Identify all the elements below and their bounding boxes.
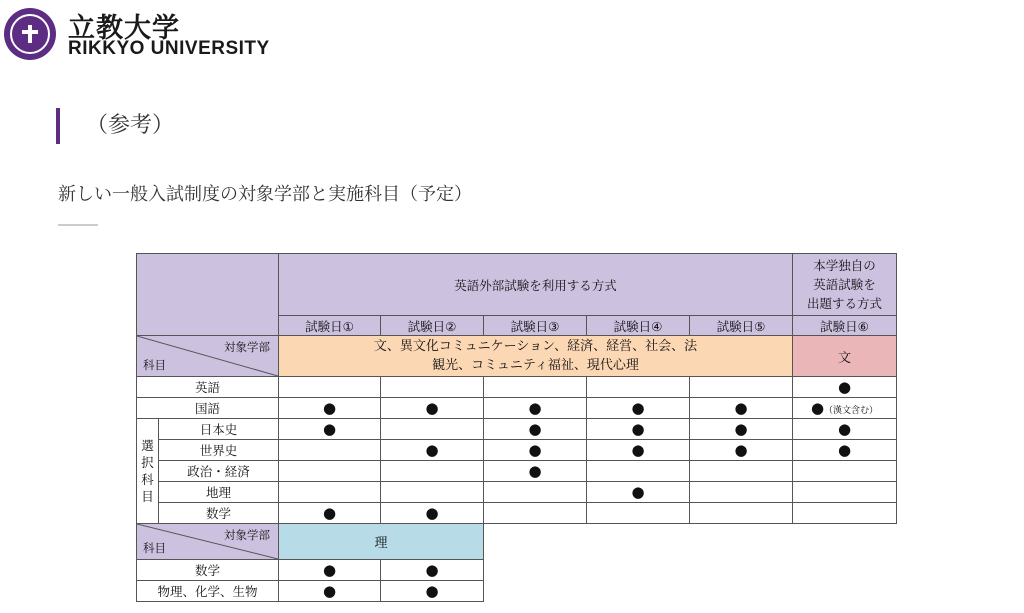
mark-cell bbox=[279, 482, 381, 503]
mark-dot: ● bbox=[734, 440, 748, 459]
mark-cell bbox=[279, 461, 381, 482]
subject-politics-economics: 政治・経済 bbox=[159, 461, 279, 482]
mark-cell bbox=[690, 482, 793, 503]
faculty-own: 文 bbox=[793, 336, 897, 377]
subject-english: 英語 bbox=[137, 377, 279, 398]
day-header-6: 試験日⑥ bbox=[793, 316, 897, 336]
table-row bbox=[137, 461, 897, 482]
mark-cell bbox=[793, 419, 897, 440]
mark-cell bbox=[381, 560, 484, 581]
mark-dot: ● bbox=[631, 398, 645, 417]
subject-japanese-history: 日本史 bbox=[159, 419, 279, 440]
science-target-faculty-label: 対象学部 bbox=[224, 528, 270, 542]
mark-cell bbox=[587, 461, 690, 482]
mark-cell bbox=[381, 503, 484, 524]
mark-cell bbox=[587, 377, 690, 398]
mark-cell bbox=[690, 398, 793, 419]
method-own-line-3: 出題する方式 bbox=[806, 296, 882, 311]
mark-dot: ● bbox=[425, 503, 439, 522]
elective-label bbox=[137, 419, 159, 524]
mark-cell bbox=[587, 440, 690, 461]
elective-char: 目 bbox=[141, 489, 154, 504]
mark-cell bbox=[484, 440, 587, 461]
science-diagonal-header bbox=[137, 524, 278, 559]
elective-char: 択 bbox=[141, 455, 154, 470]
mark-cell bbox=[381, 419, 484, 440]
mark-cell bbox=[279, 377, 381, 398]
science-diagonal-header-cell bbox=[137, 524, 279, 560]
mark-cell bbox=[381, 461, 484, 482]
diagonal-header bbox=[137, 336, 278, 376]
mark-dot: ● bbox=[528, 461, 542, 480]
mark-dot: ● bbox=[425, 440, 439, 459]
cross-emblem-icon bbox=[19, 23, 41, 45]
mark-cell bbox=[793, 398, 897, 419]
mark-cell bbox=[381, 377, 484, 398]
mark-cell bbox=[484, 461, 587, 482]
mark-cell bbox=[690, 377, 793, 398]
empty-space bbox=[484, 560, 897, 581]
table-row bbox=[137, 482, 897, 503]
method-own-line-2: 英語試験を bbox=[813, 277, 876, 292]
table-row bbox=[137, 440, 897, 461]
subject-world-history: 世界史 bbox=[159, 440, 279, 461]
day-header-5: 試験日⑤ bbox=[690, 316, 793, 336]
mark-cell bbox=[484, 419, 587, 440]
target-faculty-label: 対象学部 bbox=[224, 340, 270, 354]
university-seal-icon[interactable] bbox=[4, 8, 56, 60]
method-external-header: 英語外部試験を利用する方式 bbox=[279, 254, 793, 316]
mark-cell bbox=[484, 503, 587, 524]
mark-dot: ● bbox=[631, 419, 645, 438]
section-heading: （参考） bbox=[56, 108, 174, 144]
mark-cell bbox=[793, 503, 897, 524]
mark-cell bbox=[587, 482, 690, 503]
kanbun-note: （漢文含む） bbox=[824, 405, 879, 416]
faculty-science: 理 bbox=[279, 524, 484, 560]
corner-header bbox=[137, 254, 279, 336]
subject-japanese: 国語 bbox=[137, 398, 279, 419]
mark-cell bbox=[484, 398, 587, 419]
mark-dot: ● bbox=[322, 398, 337, 417]
mark-cell bbox=[381, 398, 484, 419]
mark-dot: ● bbox=[425, 398, 439, 417]
mark-dot: ● bbox=[425, 581, 439, 600]
day-header-4: 試験日④ bbox=[587, 316, 690, 336]
elective-char: 選 bbox=[141, 438, 154, 453]
method-own-line-1: 本学独自の bbox=[813, 258, 876, 273]
subject-math: 数学 bbox=[159, 503, 279, 524]
logo-japanese[interactable]: 立教大学 bbox=[68, 13, 180, 44]
science-subject-sciences: 物理、化学、生物 bbox=[137, 581, 279, 602]
mark-cell bbox=[793, 440, 897, 461]
mark-cell bbox=[690, 503, 793, 524]
mark-dot: ● bbox=[322, 581, 337, 600]
mark-dot: ● bbox=[631, 440, 645, 459]
empty-space bbox=[484, 524, 897, 560]
mark-cell bbox=[279, 560, 381, 581]
mark-cell bbox=[690, 440, 793, 461]
logo-english[interactable]: RIKKYO UNIVERSITY bbox=[68, 38, 270, 59]
mark-dot: ● bbox=[837, 419, 852, 438]
exam-schedule-table bbox=[136, 253, 897, 602]
mark-cell bbox=[279, 419, 381, 440]
table-row bbox=[137, 503, 897, 524]
science-subject-label: 科目 bbox=[143, 541, 166, 555]
mark-cell bbox=[793, 482, 897, 503]
mark-cell bbox=[484, 482, 587, 503]
mark-dot: ● bbox=[810, 398, 825, 417]
faculties-main-line-1: 文、異文化コミュニケーション、経済、経営、社会、法 bbox=[373, 339, 698, 354]
mark-dot: ● bbox=[528, 440, 542, 459]
table-row bbox=[137, 377, 897, 398]
diagonal-header-cell bbox=[137, 336, 279, 377]
elective-char: 科 bbox=[141, 472, 154, 487]
mark-cell bbox=[279, 440, 381, 461]
page-subtitle: 新しい一般入試制度の対象学部と実施科目（予定） bbox=[58, 184, 472, 205]
mark-dot: ● bbox=[631, 482, 645, 501]
mark-cell bbox=[587, 503, 690, 524]
mark-dot: ● bbox=[322, 419, 337, 438]
mark-dot: ● bbox=[528, 398, 542, 417]
mark-cell bbox=[381, 581, 484, 602]
subject-label: 科目 bbox=[143, 358, 166, 372]
mark-cell bbox=[690, 461, 793, 482]
subject-geography: 地理 bbox=[159, 482, 279, 503]
mark-dot: ● bbox=[425, 560, 439, 579]
table-row bbox=[137, 419, 897, 440]
faculties-main bbox=[279, 336, 793, 377]
mark-cell bbox=[793, 377, 897, 398]
table-row bbox=[137, 581, 897, 602]
mark-cell bbox=[793, 461, 897, 482]
mark-cell bbox=[279, 503, 381, 524]
table-row bbox=[137, 560, 897, 581]
mark-dot: ● bbox=[734, 398, 748, 417]
divider bbox=[58, 224, 98, 226]
mark-cell bbox=[381, 482, 484, 503]
mark-dot: ● bbox=[837, 440, 852, 459]
mark-cell bbox=[279, 581, 381, 602]
mark-dot: ● bbox=[837, 377, 852, 396]
mark-cell bbox=[279, 398, 381, 419]
mark-cell bbox=[587, 398, 690, 419]
mark-cell bbox=[690, 419, 793, 440]
mark-cell bbox=[381, 440, 484, 461]
day-header-3: 試験日③ bbox=[484, 316, 587, 336]
empty-space bbox=[484, 581, 897, 602]
method-own-header bbox=[793, 254, 897, 316]
mark-dot: ● bbox=[322, 503, 337, 522]
science-subject-math: 数学 bbox=[137, 560, 279, 581]
mark-cell bbox=[587, 419, 690, 440]
day-header-2: 試験日② bbox=[381, 316, 484, 336]
mark-dot: ● bbox=[734, 419, 748, 438]
faculties-main-line-2: 観光、コミュニティ福祉、現代心理 bbox=[432, 358, 639, 373]
mark-dot: ● bbox=[322, 560, 337, 579]
site-header bbox=[0, 0, 1024, 70]
table-row bbox=[137, 398, 897, 419]
mark-dot: ● bbox=[528, 419, 542, 438]
mark-cell bbox=[484, 377, 587, 398]
day-header-1: 試験日① bbox=[279, 316, 381, 336]
seal-emblem bbox=[10, 14, 50, 54]
